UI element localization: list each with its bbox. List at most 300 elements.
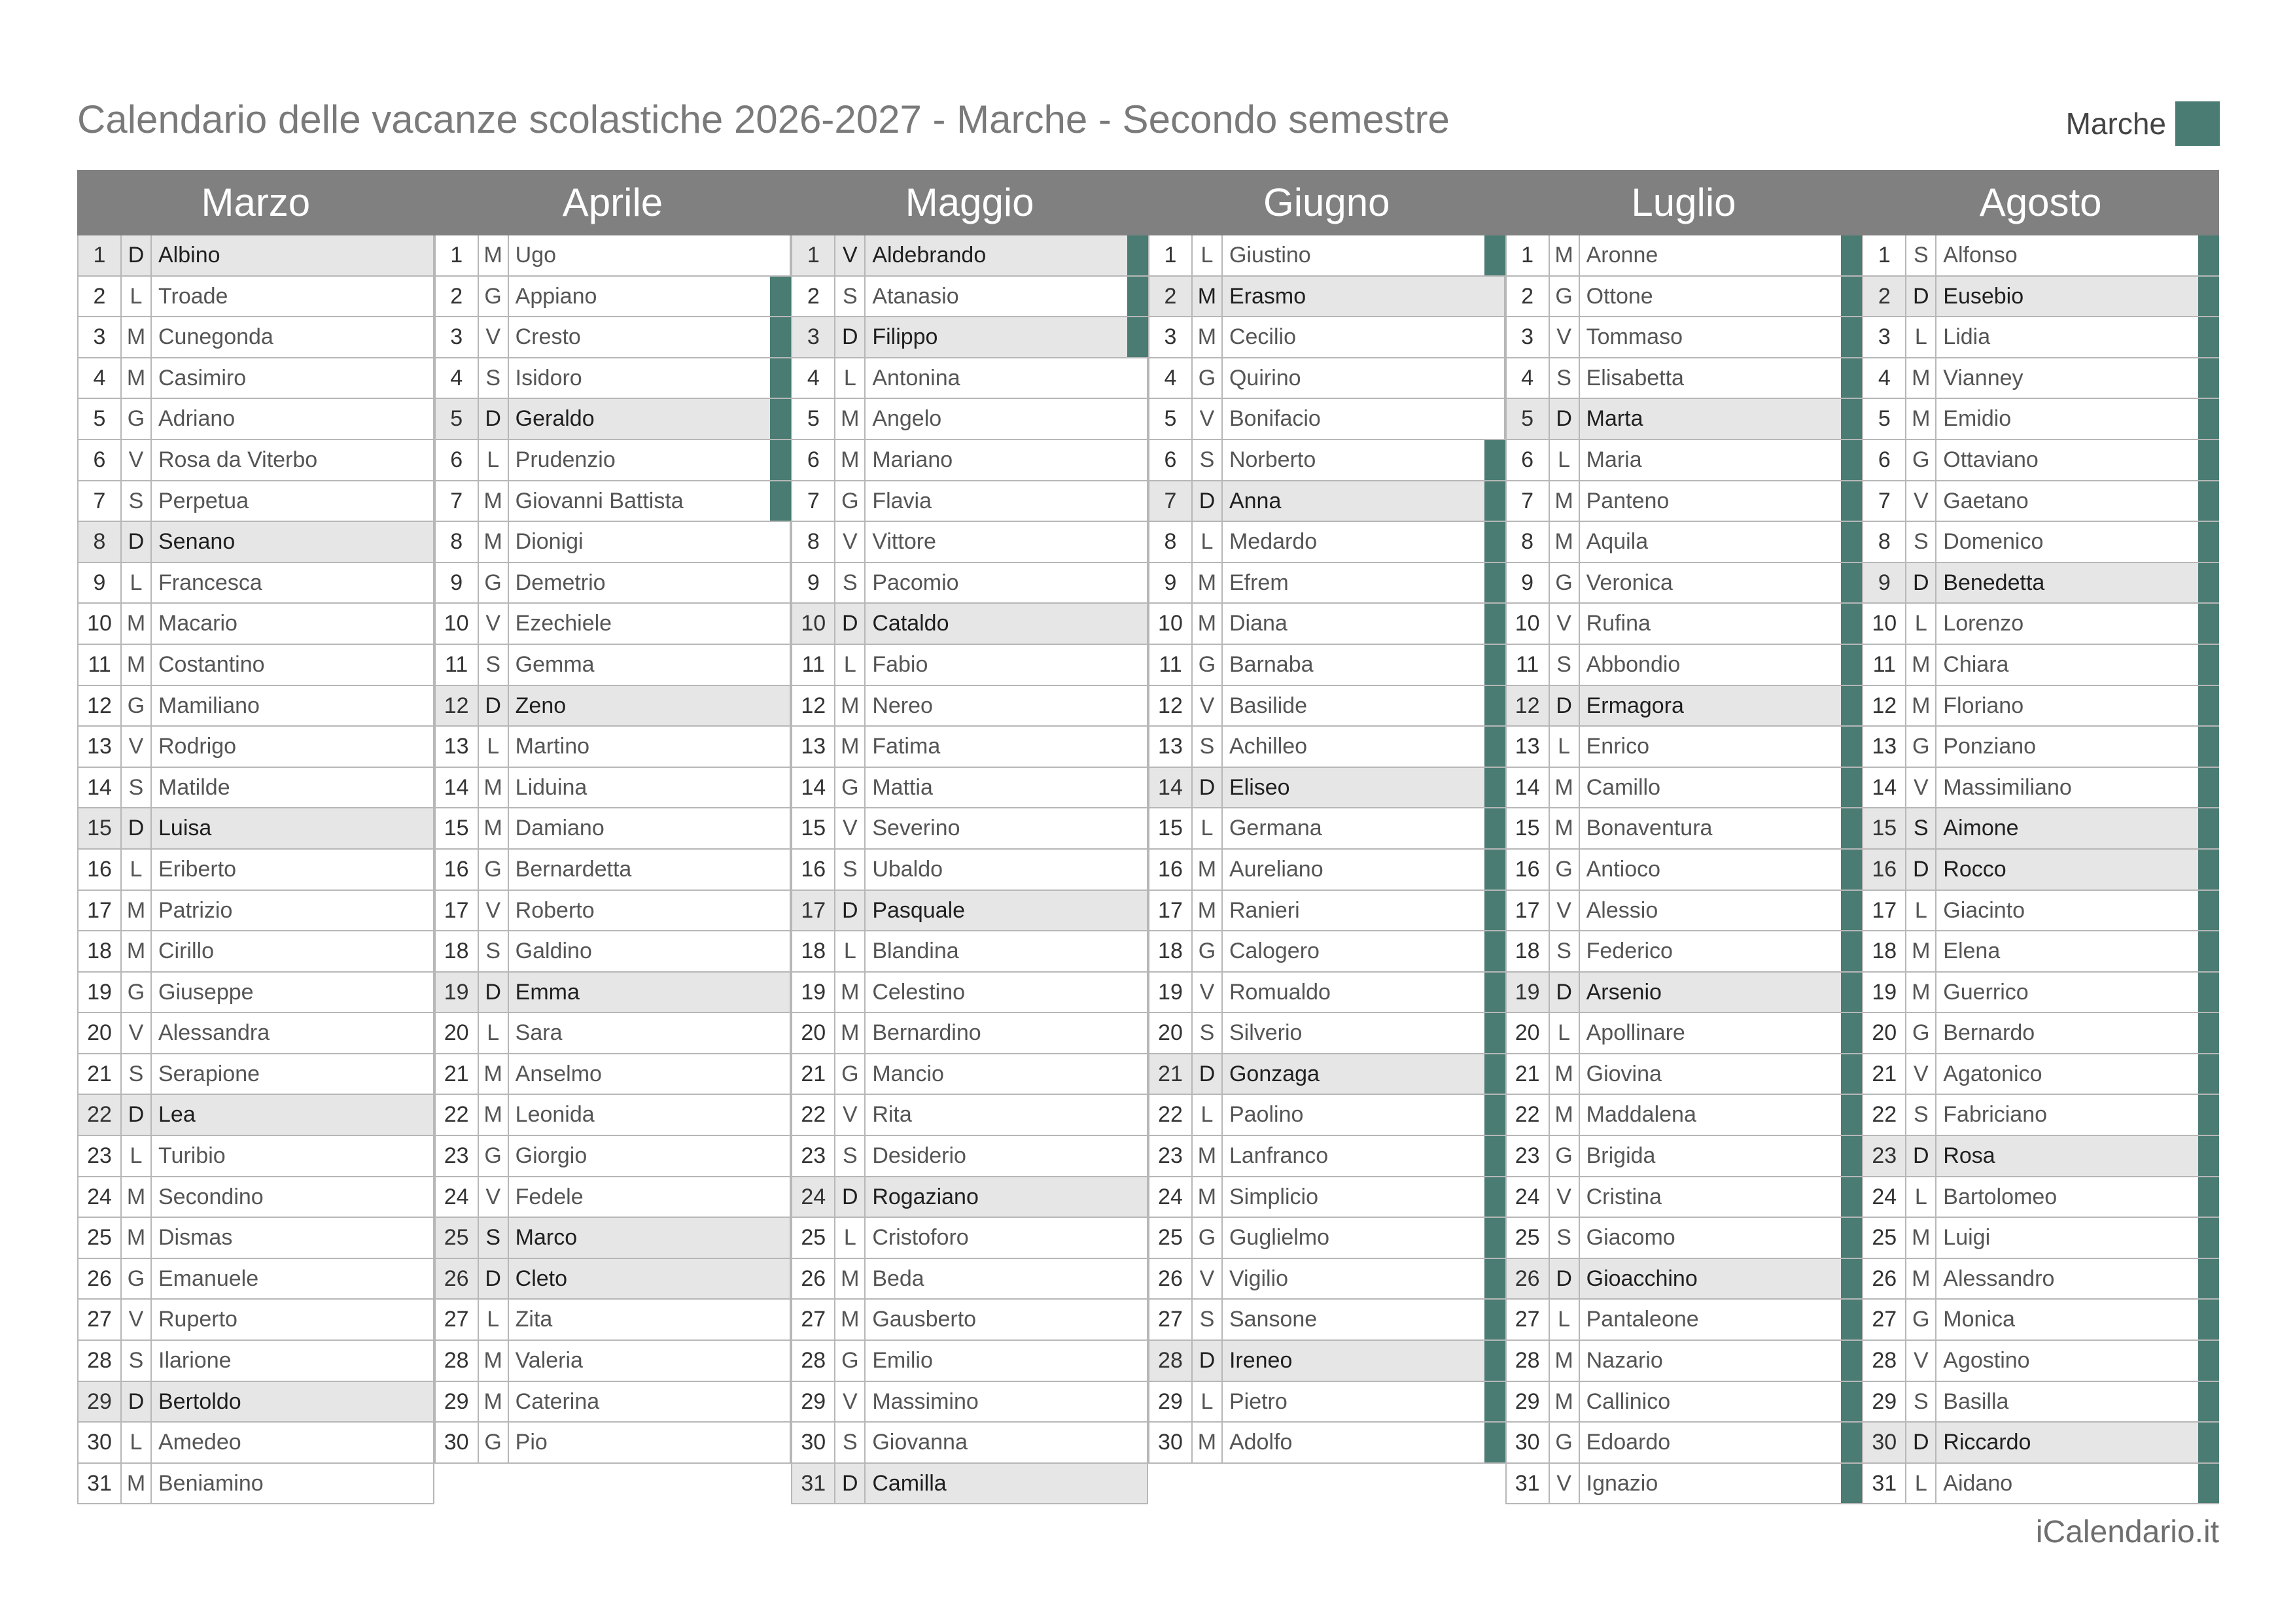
day-row bbox=[434, 931, 792, 973]
day-number: 20 bbox=[1149, 1013, 1193, 1053]
day-number: 24 bbox=[79, 1177, 122, 1217]
saint-name: Cristina bbox=[1586, 1184, 1662, 1209]
day-number: 25 bbox=[1863, 1218, 1906, 1258]
no-vacation-marker bbox=[769, 1136, 790, 1176]
saint-name: Giovanni Battista bbox=[515, 488, 684, 513]
day-row bbox=[1862, 808, 2219, 850]
saint-name: Ubaldo bbox=[872, 856, 943, 882]
saint-name: Aquila bbox=[1586, 529, 1649, 555]
no-vacation-marker bbox=[412, 1136, 433, 1176]
saint-name: Casimiro bbox=[158, 365, 247, 390]
day-row bbox=[791, 1013, 1148, 1054]
saint-name: Valeria bbox=[515, 1348, 583, 1373]
weekday-letter: M bbox=[122, 1177, 152, 1217]
day-number: 2 bbox=[436, 277, 479, 317]
saint-name: Adolfo bbox=[1229, 1430, 1293, 1455]
day-number: 29 bbox=[1149, 1382, 1193, 1422]
saint-name: Giovina bbox=[1586, 1061, 1662, 1086]
day-row bbox=[1148, 727, 1505, 768]
day-row bbox=[434, 1218, 792, 1259]
day-number: 1 bbox=[792, 235, 835, 275]
day-number: 24 bbox=[1149, 1177, 1193, 1217]
day-row bbox=[1148, 1300, 1505, 1341]
weekday-letter: M bbox=[122, 645, 152, 685]
day-number: 2 bbox=[1507, 277, 1550, 317]
weekday-letter: M bbox=[122, 1464, 152, 1504]
vacation-marker bbox=[1841, 440, 1862, 480]
saint-name: Roberto bbox=[515, 897, 595, 923]
day-row bbox=[1148, 891, 1505, 932]
day-number: 5 bbox=[436, 399, 479, 439]
day-row bbox=[77, 1341, 434, 1382]
weekday-letter: D bbox=[835, 1464, 866, 1504]
weekday-letter: V bbox=[479, 891, 509, 931]
weekday-letter: G bbox=[835, 1054, 866, 1094]
saint-name: Floriano bbox=[1943, 693, 2024, 718]
weekday-letter: L bbox=[835, 1218, 866, 1258]
weekday-letter: S bbox=[1550, 645, 1580, 685]
saint-name: Romualdo bbox=[1229, 979, 1331, 1005]
vacation-marker bbox=[1484, 1054, 1505, 1094]
saint-name: Quirino bbox=[1229, 365, 1301, 390]
day-row bbox=[1505, 645, 1863, 686]
day-number: 25 bbox=[79, 1218, 122, 1258]
day-number: 19 bbox=[1863, 973, 1906, 1012]
day-row bbox=[1148, 1382, 1505, 1423]
day-number: 23 bbox=[1149, 1136, 1193, 1176]
no-vacation-marker bbox=[1483, 399, 1504, 439]
no-vacation-marker bbox=[769, 686, 790, 726]
day-row bbox=[1505, 850, 1863, 891]
weekday-letter: M bbox=[479, 1095, 509, 1135]
vacation-marker bbox=[1484, 1136, 1505, 1176]
saint-name: Filippo bbox=[872, 324, 938, 350]
saint-name: Alfonso bbox=[1943, 243, 2018, 268]
weekday-letter: M bbox=[1550, 1382, 1580, 1422]
weekday-letter: D bbox=[835, 317, 866, 357]
weekday-letter: M bbox=[122, 1218, 152, 1258]
day-number: 20 bbox=[1863, 1013, 1906, 1053]
day-number: 8 bbox=[1149, 522, 1193, 562]
weekday-letter: G bbox=[1906, 727, 1936, 767]
day-number: 31 bbox=[1863, 1464, 1906, 1504]
weekday-letter: L bbox=[835, 931, 866, 971]
day-row bbox=[1148, 1054, 1505, 1096]
day-row bbox=[791, 1218, 1148, 1259]
weekday-letter: G bbox=[835, 481, 866, 521]
vacation-marker bbox=[2198, 277, 2219, 317]
month-header-bar bbox=[77, 170, 2219, 235]
saint-name: Gaetano bbox=[1943, 488, 2029, 513]
day-row bbox=[1862, 850, 2219, 891]
saint-name: Fabio bbox=[872, 651, 928, 677]
day-number: 31 bbox=[1507, 1464, 1550, 1504]
day-number: 23 bbox=[1507, 1136, 1550, 1176]
weekday-letter: D bbox=[1550, 1259, 1580, 1299]
day-number: 14 bbox=[436, 768, 479, 808]
day-row bbox=[1862, 522, 2219, 563]
day-number: 29 bbox=[79, 1382, 122, 1422]
day-number: 21 bbox=[1863, 1054, 1906, 1094]
saint-name: Bartolomeo bbox=[1943, 1184, 2058, 1209]
saint-name: Mattia bbox=[872, 774, 933, 800]
weekday-letter: G bbox=[1550, 563, 1580, 603]
vacation-marker bbox=[1484, 1095, 1505, 1135]
weekday-letter: V bbox=[479, 317, 509, 357]
vacation-marker bbox=[770, 481, 791, 521]
day-number: 10 bbox=[1507, 604, 1550, 644]
day-row bbox=[77, 1300, 434, 1341]
weekday-letter: S bbox=[1550, 358, 1580, 398]
vacation-marker bbox=[1841, 1382, 1862, 1422]
day-row bbox=[791, 891, 1148, 932]
day-number: 4 bbox=[1507, 358, 1550, 398]
weekday-letter: L bbox=[1906, 891, 1936, 931]
day-row bbox=[434, 645, 792, 686]
saint-name: Elisabetta bbox=[1586, 365, 1684, 390]
saint-name: Vianney bbox=[1943, 365, 2023, 390]
weekday-letter: M bbox=[1906, 1259, 1936, 1299]
day-row bbox=[1148, 1218, 1505, 1259]
day-number: 3 bbox=[1507, 317, 1550, 357]
month-column-giugno bbox=[1148, 235, 1505, 1504]
day-row bbox=[791, 317, 1148, 358]
saint-name: Ranieri bbox=[1229, 897, 1300, 923]
weekday-letter: G bbox=[479, 277, 509, 317]
weekday-letter: V bbox=[1550, 1177, 1580, 1217]
day-row bbox=[434, 399, 792, 440]
day-number: 17 bbox=[1507, 891, 1550, 931]
saint-name: Giorgio bbox=[515, 1143, 587, 1169]
weekday-letter: S bbox=[1193, 1013, 1223, 1053]
day-number: 27 bbox=[436, 1300, 479, 1339]
vacation-marker bbox=[1841, 1054, 1862, 1094]
saint-name: Amedeo bbox=[158, 1430, 241, 1455]
saint-name: Lorenzo bbox=[1943, 611, 2024, 636]
month-title-agosto: Agosto bbox=[1979, 181, 2102, 224]
day-row bbox=[1862, 931, 2219, 973]
day-number: 15 bbox=[792, 808, 835, 848]
saint-name: Troade bbox=[158, 283, 228, 309]
day-number: 27 bbox=[1863, 1300, 1906, 1339]
day-number: 22 bbox=[1149, 1095, 1193, 1135]
weekday-letter: M bbox=[479, 1054, 509, 1094]
vacation-marker bbox=[1841, 1341, 1862, 1381]
vacation-marker bbox=[1841, 1013, 1862, 1053]
weekday-letter: V bbox=[1906, 481, 1936, 521]
day-number: 4 bbox=[436, 358, 479, 398]
day-number: 12 bbox=[1863, 686, 1906, 726]
day-number: 19 bbox=[1507, 973, 1550, 1012]
day-row bbox=[77, 1095, 434, 1136]
day-number: 12 bbox=[1507, 686, 1550, 726]
saint-name: Camillo bbox=[1586, 774, 1660, 800]
vacation-marker bbox=[1484, 808, 1505, 848]
day-number: 16 bbox=[792, 850, 835, 890]
saint-name: Vittore bbox=[872, 529, 936, 555]
day-row bbox=[434, 277, 792, 318]
no-vacation-marker bbox=[1483, 277, 1504, 317]
saint-name: Basilla bbox=[1943, 1389, 2009, 1414]
saint-name: Blandina bbox=[872, 939, 959, 964]
day-row bbox=[77, 440, 434, 481]
day-row bbox=[1505, 440, 1863, 481]
vacation-marker bbox=[1484, 563, 1505, 603]
weekday-letter: S bbox=[479, 1218, 509, 1258]
day-row bbox=[1862, 1177, 2219, 1218]
weekday-letter: D bbox=[1906, 1136, 1936, 1176]
day-row bbox=[1505, 891, 1863, 932]
saint-name: Tommaso bbox=[1586, 324, 1683, 350]
day-row bbox=[1505, 686, 1863, 727]
saint-name: Anna bbox=[1229, 488, 1282, 513]
vacation-marker bbox=[1127, 317, 1148, 357]
saint-name: Emidio bbox=[1943, 406, 2012, 432]
vacation-marker bbox=[1841, 481, 1862, 521]
vacation-marker bbox=[770, 277, 791, 317]
weekday-letter: L bbox=[835, 645, 866, 685]
no-vacation-marker bbox=[1126, 358, 1147, 398]
no-vacation-marker bbox=[412, 645, 433, 685]
day-row bbox=[77, 1382, 434, 1423]
saint-name: Simplicio bbox=[1229, 1184, 1319, 1209]
weekday-letter: S bbox=[835, 1136, 866, 1176]
day-number: 26 bbox=[79, 1259, 122, 1299]
day-number: 6 bbox=[79, 440, 122, 480]
vacation-marker bbox=[1841, 727, 1862, 767]
no-vacation-marker bbox=[1126, 850, 1147, 890]
day-row bbox=[434, 727, 792, 768]
day-number: 20 bbox=[436, 1013, 479, 1053]
saint-name: Bernardo bbox=[1943, 1020, 2035, 1046]
day-row bbox=[1862, 727, 2219, 768]
weekday-letter: M bbox=[1550, 235, 1580, 275]
weekday-letter: S bbox=[122, 481, 152, 521]
weekday-letter: D bbox=[122, 1095, 152, 1135]
weekday-letter: M bbox=[479, 768, 509, 808]
vacation-marker bbox=[1841, 1300, 1862, 1339]
vacation-marker bbox=[1841, 686, 1862, 726]
day-row bbox=[1148, 235, 1505, 277]
weekday-letter: V bbox=[1906, 1054, 1936, 1094]
day-row bbox=[434, 1382, 792, 1423]
vacation-marker bbox=[1841, 235, 1862, 275]
no-vacation-marker bbox=[769, 1423, 790, 1462]
no-vacation-marker bbox=[412, 1300, 433, 1339]
saint-name: Serapione bbox=[158, 1061, 260, 1086]
day-number: 26 bbox=[436, 1259, 479, 1299]
vacation-marker bbox=[2198, 1341, 2219, 1381]
weekday-letter: G bbox=[1193, 931, 1223, 971]
saint-name: Achilleo bbox=[1229, 734, 1308, 759]
no-vacation-marker bbox=[769, 1177, 790, 1217]
vacation-marker bbox=[2198, 1095, 2219, 1135]
weekday-letter: L bbox=[1906, 1177, 1936, 1217]
saint-name: Eusebio bbox=[1943, 283, 2024, 309]
vacation-marker bbox=[1484, 1300, 1505, 1339]
saint-name: Pacomio bbox=[872, 570, 959, 595]
day-number: 14 bbox=[1863, 768, 1906, 808]
saint-name: Rosa bbox=[1943, 1143, 1995, 1169]
saint-name: Panteno bbox=[1586, 488, 1670, 513]
no-vacation-marker bbox=[1126, 1013, 1147, 1053]
day-number: 31 bbox=[79, 1464, 122, 1504]
weekday-letter: M bbox=[122, 317, 152, 357]
weekday-letter: M bbox=[1906, 931, 1936, 971]
saint-name: Enrico bbox=[1586, 734, 1649, 759]
day-number: 19 bbox=[436, 973, 479, 1012]
no-vacation-marker bbox=[769, 1259, 790, 1299]
day-row bbox=[77, 1218, 434, 1259]
saint-name: Cirillo bbox=[158, 939, 214, 964]
saint-name: Albino bbox=[158, 243, 220, 268]
weekday-letter: M bbox=[1906, 1218, 1936, 1258]
weekday-letter: S bbox=[479, 931, 509, 971]
weekday-letter: L bbox=[479, 727, 509, 767]
weekday-letter: V bbox=[1906, 768, 1936, 808]
weekday-letter: L bbox=[1193, 1382, 1223, 1422]
saint-name: Massimino bbox=[872, 1389, 979, 1414]
saint-name: Dismas bbox=[158, 1225, 233, 1251]
day-row bbox=[791, 1177, 1148, 1218]
saint-name: Emilio bbox=[872, 1348, 933, 1373]
no-vacation-marker bbox=[412, 727, 433, 767]
day-number: 6 bbox=[436, 440, 479, 480]
weekday-letter: D bbox=[479, 1259, 509, 1299]
weekday-letter: L bbox=[122, 277, 152, 317]
day-row bbox=[1862, 1423, 2219, 1464]
day-number: 15 bbox=[1863, 808, 1906, 848]
weekday-letter: V bbox=[122, 727, 152, 767]
day-row bbox=[77, 399, 434, 440]
saint-name: Ignazio bbox=[1586, 1470, 1658, 1496]
day-number: 2 bbox=[792, 277, 835, 317]
saint-name: Federico bbox=[1586, 939, 1673, 964]
day-number: 24 bbox=[1863, 1177, 1906, 1217]
day-row bbox=[791, 563, 1148, 604]
day-number: 18 bbox=[1149, 931, 1193, 971]
saint-name: Basilide bbox=[1229, 693, 1308, 718]
weekday-letter: L bbox=[1193, 235, 1223, 275]
weekday-letter: L bbox=[122, 850, 152, 890]
vacation-marker bbox=[1484, 1013, 1505, 1053]
saint-name: Efrem bbox=[1229, 570, 1289, 595]
saint-name: Patrizio bbox=[158, 897, 233, 923]
day-number: 17 bbox=[79, 891, 122, 931]
day-row bbox=[1148, 604, 1505, 645]
day-number: 9 bbox=[79, 563, 122, 603]
weekday-letter: S bbox=[1906, 1095, 1936, 1135]
weekday-letter: D bbox=[1550, 973, 1580, 1012]
no-vacation-marker bbox=[412, 1423, 433, 1462]
day-row bbox=[1148, 645, 1505, 686]
day-number: 18 bbox=[79, 931, 122, 971]
saint-name: Ermagora bbox=[1586, 693, 1684, 718]
saint-name: Ireneo bbox=[1229, 1348, 1293, 1373]
vacation-marker bbox=[1484, 235, 1505, 275]
month-title-luglio: Luglio bbox=[1631, 181, 1736, 224]
day-number: 13 bbox=[436, 727, 479, 767]
month-column-maggio bbox=[791, 235, 1148, 1504]
saint-name: Luigi bbox=[1943, 1225, 1991, 1251]
weekday-letter: D bbox=[1906, 277, 1936, 317]
day-row bbox=[1862, 481, 2219, 523]
day-number: 4 bbox=[1149, 358, 1193, 398]
day-row bbox=[791, 1423, 1148, 1464]
day-number: 5 bbox=[1507, 399, 1550, 439]
no-vacation-marker bbox=[412, 604, 433, 644]
saint-name: Aronne bbox=[1586, 243, 1658, 268]
day-number: 25 bbox=[1507, 1218, 1550, 1258]
no-vacation-marker bbox=[412, 850, 433, 890]
day-number: 21 bbox=[1507, 1054, 1550, 1094]
no-vacation-marker bbox=[1126, 604, 1147, 644]
day-row bbox=[434, 1259, 792, 1300]
saint-name: Pasquale bbox=[872, 897, 966, 923]
saint-name: Angelo bbox=[872, 406, 942, 432]
day-row bbox=[791, 358, 1148, 400]
saint-name: Benedetta bbox=[1943, 570, 2045, 595]
vacation-marker bbox=[1841, 563, 1862, 603]
vacation-marker bbox=[1841, 973, 1862, 1012]
day-row bbox=[1862, 440, 2219, 481]
saint-name: Dionigi bbox=[515, 529, 584, 555]
saint-name: Medardo bbox=[1229, 529, 1318, 555]
no-vacation-marker bbox=[412, 481, 433, 521]
no-vacation-marker bbox=[769, 563, 790, 603]
vacation-marker bbox=[1841, 1136, 1862, 1176]
no-vacation-marker bbox=[412, 1054, 433, 1094]
vacation-marker bbox=[1841, 645, 1862, 685]
no-vacation-marker bbox=[412, 358, 433, 398]
day-number: 1 bbox=[1863, 235, 1906, 275]
vacation-marker bbox=[1841, 604, 1862, 644]
weekday-letter: M bbox=[1193, 1136, 1223, 1176]
saint-name: Aureliano bbox=[1229, 856, 1323, 882]
day-number: 8 bbox=[436, 522, 479, 562]
no-vacation-marker bbox=[1126, 563, 1147, 603]
weekday-letter: L bbox=[122, 1423, 152, 1462]
vacation-marker bbox=[1841, 277, 1862, 317]
day-row bbox=[1148, 522, 1505, 563]
day-row bbox=[1148, 1423, 1505, 1464]
day-number: 29 bbox=[1863, 1382, 1906, 1422]
saint-name: Antioco bbox=[1586, 856, 1661, 882]
saint-name: Rosa da Viterbo bbox=[158, 447, 318, 472]
month-title-aprile: Aprile bbox=[562, 181, 663, 224]
weekday-letter: G bbox=[479, 850, 509, 890]
vacation-marker bbox=[1484, 686, 1505, 726]
vacation-marker bbox=[2198, 399, 2219, 439]
vacation-marker bbox=[1841, 1177, 1862, 1217]
weekday-letter: L bbox=[1550, 440, 1580, 480]
day-row bbox=[77, 768, 434, 809]
legend bbox=[2066, 101, 2220, 146]
day-number: 15 bbox=[1507, 808, 1550, 848]
saint-name: Barnaba bbox=[1229, 651, 1314, 677]
day-row bbox=[791, 645, 1148, 686]
day-row bbox=[1862, 235, 2219, 277]
weekday-letter: M bbox=[1550, 1095, 1580, 1135]
no-vacation-marker bbox=[769, 808, 790, 848]
saint-name: Elena bbox=[1943, 939, 2001, 964]
weekday-letter: G bbox=[479, 1423, 509, 1462]
weekday-letter: V bbox=[835, 1382, 866, 1422]
day-number: 2 bbox=[79, 277, 122, 317]
weekday-letter: D bbox=[1906, 563, 1936, 603]
weekday-letter: L bbox=[1193, 1095, 1223, 1135]
weekday-letter: S bbox=[1193, 440, 1223, 480]
